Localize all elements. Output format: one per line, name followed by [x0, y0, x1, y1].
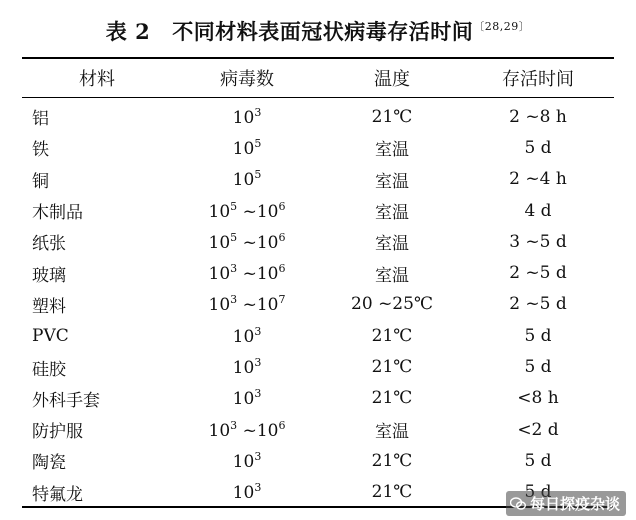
table-row — [22, 445, 614, 476]
virus-base: 10 — [232, 451, 255, 472]
cell-temperature: 室温 — [375, 171, 409, 192]
cell-material: 玻璃 — [32, 265, 66, 286]
cell-temperature: 21℃ — [371, 106, 413, 127]
cell-temperature: 21℃ — [371, 325, 413, 346]
virus-exponent: 3 — [230, 262, 238, 276]
cell-virus-count — [172, 262, 322, 284]
header-survival-time: 存活时间 — [502, 69, 574, 90]
virus-base: 10 — [208, 201, 231, 222]
cell-material: 铁 — [32, 140, 49, 161]
virus-base: 10 — [208, 232, 231, 253]
cell-virus-count — [172, 293, 322, 315]
cell-temperature: 室温 — [375, 422, 409, 443]
virus-base: 10 — [232, 358, 255, 379]
cell-survival-time: 3 ~5 d — [509, 231, 567, 252]
virus-base: 10 — [232, 483, 255, 504]
cell-virus-count — [172, 356, 322, 378]
range-separator: ~ — [237, 295, 257, 316]
cell-survival-time: 4 d — [524, 200, 552, 221]
virus-exponent: 5 — [254, 136, 262, 150]
cell-survival-time: 5 d — [524, 137, 552, 158]
virus-exponent: 7 — [278, 293, 286, 307]
table-title: 不同材料表面冠状病毒存活时间 — [172, 19, 474, 44]
virus-base: 10 — [256, 201, 279, 222]
header-virus-count: 病毒数 — [220, 69, 274, 90]
table-row — [22, 414, 614, 445]
cell-temperature: 21℃ — [371, 388, 413, 409]
virus-exponent: 3 — [230, 418, 238, 432]
table-row — [22, 258, 614, 289]
virus-base: 10 — [232, 326, 255, 347]
virus-base: 10 — [208, 420, 231, 441]
virus-exponent: 3 — [254, 481, 262, 495]
cell-survival-time: 5 d — [524, 325, 552, 346]
cell-survival-time: 2 ~4 h — [509, 169, 567, 190]
virus-exponent: 6 — [278, 230, 286, 244]
cell-temperature: 21℃ — [371, 357, 413, 378]
cell-material: 塑料 — [32, 296, 66, 317]
table-row — [22, 320, 614, 351]
virus-exponent: 5 — [254, 168, 262, 182]
virus-exponent: 3 — [254, 105, 262, 119]
virus-base: 10 — [256, 420, 279, 441]
cell-material: 外科手套 — [32, 390, 100, 411]
cell-material: PVC — [32, 325, 69, 346]
cell-material: 纸张 — [32, 234, 66, 255]
virus-base: 10 — [232, 389, 255, 410]
virus-exponent: 6 — [278, 199, 286, 213]
cell-survival-time: 5 d — [524, 450, 552, 471]
table-row — [22, 132, 614, 163]
header-rule — [22, 97, 614, 98]
cell-survival-time: <8 h — [517, 388, 559, 409]
top-rule — [22, 57, 614, 59]
cell-virus-count — [172, 450, 322, 472]
cell-temperature: 室温 — [375, 234, 409, 255]
virus-base: 10 — [256, 295, 279, 316]
virus-exponent: 6 — [278, 262, 286, 276]
header-temperature: 温度 — [374, 69, 410, 90]
table-row — [22, 101, 614, 132]
cell-virus-count — [172, 481, 322, 503]
table-row — [22, 289, 614, 320]
cell-survival-time: 5 d — [524, 357, 552, 378]
cell-virus-count — [172, 168, 322, 190]
virus-exponent: 3 — [254, 356, 262, 370]
virus-base: 10 — [232, 107, 255, 128]
virus-exponent: 6 — [278, 418, 286, 432]
virus-base: 10 — [208, 264, 231, 285]
table-number: 表 2 — [105, 19, 151, 44]
table-row — [22, 351, 614, 382]
cell-material: 木制品 — [32, 203, 83, 224]
virus-base: 10 — [232, 170, 255, 191]
virus-base: 10 — [256, 232, 279, 253]
cell-virus-count — [172, 419, 322, 441]
cell-temperature: 室温 — [375, 265, 409, 286]
cell-virus-count — [172, 387, 322, 409]
table-row — [22, 164, 614, 195]
table-row — [22, 383, 614, 414]
cell-survival-time: 2 ~8 h — [509, 106, 567, 127]
table-header — [22, 60, 614, 96]
cell-virus-count — [172, 106, 322, 128]
range-separator: ~ — [237, 420, 257, 441]
cell-temperature: 室温 — [375, 203, 409, 224]
cell-temperature: 20 ~25℃ — [351, 294, 433, 315]
watermark — [506, 491, 626, 516]
virus-base: 10 — [208, 295, 231, 316]
cell-temperature: 室温 — [375, 140, 409, 161]
table-row — [22, 226, 614, 257]
cell-virus-count — [172, 325, 322, 347]
cell-material: 陶瓷 — [32, 453, 66, 474]
cell-material: 防护服 — [32, 422, 83, 443]
range-separator: ~ — [237, 232, 257, 253]
virus-base: 10 — [232, 138, 255, 159]
watermark-text: 每日探疫杂谈 — [529, 495, 620, 513]
table-row — [22, 195, 614, 226]
cell-material: 铝 — [32, 109, 49, 130]
cell-virus-count — [172, 137, 322, 159]
citation-ref: 〔28,29〕 — [473, 20, 531, 33]
virus-base: 10 — [256, 264, 279, 285]
virus-exponent: 5 — [230, 199, 238, 213]
virus-exponent: 3 — [254, 449, 262, 463]
wechat-icon — [510, 497, 526, 511]
range-separator: ~ — [237, 264, 257, 285]
cell-virus-count — [172, 200, 322, 222]
cell-survival-time: <2 d — [517, 419, 559, 440]
cell-virus-count — [172, 231, 322, 253]
table-caption — [0, 16, 636, 46]
virus-exponent: 3 — [230, 293, 238, 307]
virus-exponent: 3 — [254, 324, 262, 338]
header-material: 材料 — [79, 69, 115, 90]
cell-material: 硅胶 — [32, 359, 66, 380]
cell-temperature: 21℃ — [371, 450, 413, 471]
virus-exponent: 5 — [230, 230, 238, 244]
cell-survival-time: 2 ~5 d — [509, 294, 567, 315]
range-separator: ~ — [237, 201, 257, 222]
virus-exponent: 3 — [254, 387, 262, 401]
cell-temperature: 21℃ — [371, 482, 413, 503]
cell-survival-time: 2 ~5 d — [509, 263, 567, 284]
cell-material: 特氟龙 — [32, 484, 83, 505]
cell-material: 铜 — [32, 171, 49, 192]
